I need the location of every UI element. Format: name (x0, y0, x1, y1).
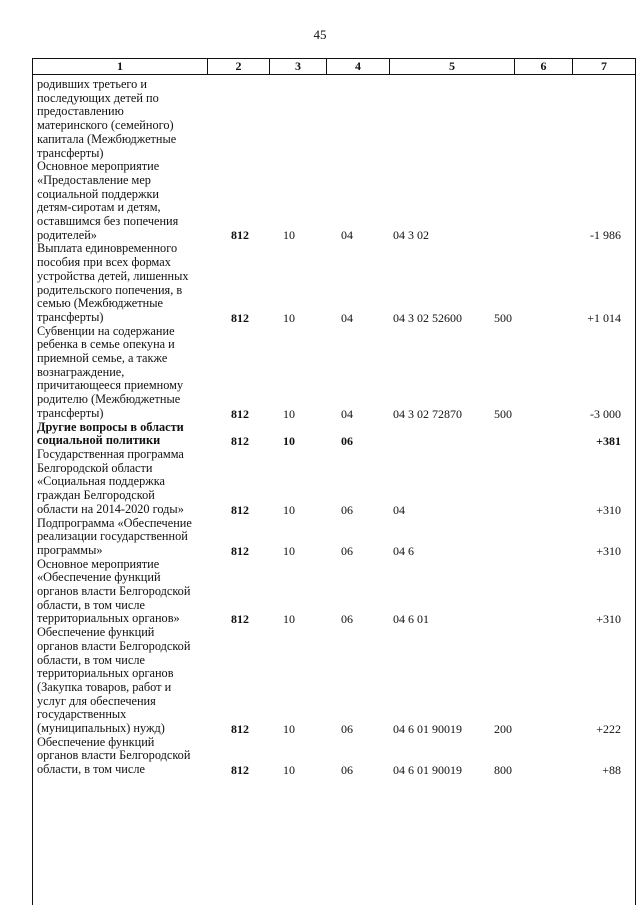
table-row (37, 421, 637, 448)
cell-col-4: 06 (341, 762, 353, 777)
cell-col-5: 04 6 (393, 543, 414, 558)
row-name-line: последующих детей по (37, 90, 159, 105)
cell-col-7: +88 (602, 762, 621, 777)
row-name-line: Субвенции на содержание (37, 323, 175, 338)
cell-col-2: 812 (231, 721, 249, 736)
row-name-line: Основное мероприятие (37, 159, 160, 174)
table-row (37, 626, 637, 736)
cell-col-2: 812 (231, 310, 249, 325)
row-name (37, 242, 204, 324)
cell-col-5: 04 (393, 502, 405, 517)
cell-col-7: +222 (596, 721, 621, 736)
row-name-line: Обеспечение функций (37, 734, 155, 749)
cell-col-7: -3 000 (590, 406, 621, 421)
table-row (37, 160, 637, 242)
cell-col-4: 06 (341, 543, 353, 558)
table-row (37, 558, 637, 627)
row-name-line: территориальных органов» (37, 611, 180, 626)
row-name (37, 421, 204, 448)
cell-col-2: 812 (231, 612, 249, 627)
table-left-border (32, 75, 33, 905)
row-name-line: органов власти Белгородской (37, 748, 191, 763)
row-name (37, 517, 204, 558)
row-name-line: «Обеспечение функций (37, 570, 161, 585)
table-row (37, 736, 637, 777)
row-name-line: предоставлению (37, 104, 124, 119)
header-col-7: 7 (601, 59, 607, 73)
table-row (37, 517, 637, 558)
row-name-line: (Закупка товаров, работ и (37, 679, 172, 694)
cell-col-4: 06 (341, 612, 353, 627)
cell-col-5: 04 6 01 90019 (393, 762, 462, 777)
cell-col-5: 04 6 01 90019 (393, 721, 462, 736)
row-name (37, 160, 204, 242)
cell-col-6: 500 (494, 406, 512, 421)
row-name-line: трансферты) (37, 309, 104, 324)
cell-col-4: 04 (341, 310, 353, 325)
cell-col-4: 06 (341, 502, 353, 517)
row-name-line: Государственная программа (37, 446, 184, 461)
cell-col-7: +310 (596, 612, 621, 627)
row-name-line: области, в том числе (37, 597, 145, 612)
row-name (37, 448, 204, 517)
cell-col-6: 800 (494, 762, 512, 777)
cell-col-7: +310 (596, 502, 621, 517)
cell-col-3: 10 (283, 721, 295, 736)
cell-col-5: 04 6 01 (393, 612, 429, 627)
row-name-line: приемной семье, а также (37, 351, 168, 366)
header-col-4: 4 (327, 59, 390, 74)
row-name-line: территориальных органов (37, 666, 174, 681)
header-col-5: 5 (390, 59, 515, 74)
cell-col-5: 04 3 02 (393, 228, 429, 243)
table-row (37, 325, 637, 421)
row-name-line: Выплата единовременного (37, 241, 178, 256)
row-name-line: материнского (семейного) (37, 118, 174, 133)
row-name-line: области, в том числе (37, 652, 145, 667)
row-name-line: услуг для обеспечения (37, 693, 156, 708)
cell-col-7: -1 986 (590, 228, 621, 243)
cell-col-3: 10 (283, 310, 295, 325)
cell-col-4: 04 (341, 228, 353, 243)
row-name-line: Обеспечение функций (37, 625, 155, 640)
row-name-line: социальной политики (37, 433, 161, 448)
row-name (37, 325, 204, 421)
cell-col-3: 10 (283, 228, 295, 243)
cell-col-5: 04 3 02 72870 (393, 406, 462, 421)
row-name-line: трансферты) (37, 145, 104, 160)
row-name-line: семью (Межбюджетные (37, 296, 163, 311)
table-row (37, 448, 637, 517)
table-row (37, 242, 637, 324)
row-name-line: «Предоставление мер (37, 172, 151, 187)
row-name-line: капитала (Межбюджетные (37, 131, 177, 146)
cell-col-2: 812 (231, 543, 249, 558)
cell-col-3: 10 (283, 762, 295, 777)
row-name-line: органов власти Белгородской (37, 638, 191, 653)
row-name-line: родителю (Межбюджетные (37, 392, 181, 407)
table-header (32, 58, 636, 75)
row-name-line: граждан Белгородской (37, 488, 155, 503)
row-name-line: Основное мероприятие (37, 556, 160, 571)
row-name-line: области на 2014-2020 годы» (37, 501, 184, 516)
cell-col-5: 04 3 02 52600 (393, 310, 462, 325)
cell-col-3: 10 (283, 406, 295, 421)
row-name-line: детям-сиротам и детям, (37, 200, 161, 215)
cell-col-4: 06 (341, 433, 353, 448)
cell-col-3: 10 (283, 502, 295, 517)
row-name-line: ребенка в семье опекуна и (37, 337, 175, 352)
row-name-line: Белгородской области (37, 460, 153, 475)
cell-col-4: 06 (341, 721, 353, 736)
cell-col-4: 04 (341, 406, 353, 421)
cell-col-7: +381 (596, 433, 621, 448)
row-name-line: устройства детей, лишенных (37, 268, 189, 283)
row-name-line: «Социальная поддержка (37, 474, 165, 489)
row-name (37, 78, 204, 160)
row-name-line: области, в том числе (37, 762, 145, 777)
row-name (37, 558, 204, 627)
table-body (37, 78, 637, 777)
header-col-1: 1 (33, 59, 208, 74)
row-name-line: Другие вопросы в области (37, 419, 184, 434)
cell-col-7: +310 (596, 543, 621, 558)
cell-col-2: 812 (231, 762, 249, 777)
row-name-line: пособия при всех формах (37, 255, 171, 270)
table-row (37, 78, 637, 160)
row-name-line: трансферты) (37, 405, 104, 420)
row-name-line: социальной поддержки (37, 186, 160, 201)
cell-col-2: 812 (231, 433, 249, 448)
row-name-line: вознаграждение, (37, 364, 125, 379)
cell-col-7: +1 014 (587, 310, 621, 325)
row-name-line: государственных (37, 707, 127, 722)
row-name (37, 626, 204, 736)
row-name-line: программы» (37, 542, 103, 557)
header-col-6: 6 (515, 59, 573, 74)
row-name-line: реализации государственной (37, 529, 188, 544)
cell-col-6: 200 (494, 721, 512, 736)
row-name-line: родивших третьего и (37, 77, 147, 91)
cell-col-2: 812 (231, 502, 249, 517)
cell-col-2: 812 (231, 406, 249, 421)
cell-col-6: 500 (494, 310, 512, 325)
row-name-line: Подпрограмма «Обеспечение (37, 515, 192, 530)
row-name-line: родительского попечения, в (37, 282, 183, 297)
cell-col-3: 10 (283, 543, 295, 558)
row-name-line: (муниципальных) нужд) (37, 721, 165, 736)
row-name-line: органов власти Белгородской (37, 584, 191, 599)
header-col-2: 2 (208, 59, 270, 74)
row-name-line: причитающееся приемному (37, 378, 184, 393)
row-name-line: оставшимся без попечения (37, 214, 179, 229)
header-col-3: 3 (270, 59, 327, 74)
row-name-line: родителей» (37, 227, 97, 242)
cell-col-3: 10 (283, 433, 295, 448)
page-number: 45 (313, 27, 327, 42)
cell-col-2: 812 (231, 228, 249, 243)
cell-col-3: 10 (283, 612, 295, 627)
row-name (37, 736, 204, 777)
